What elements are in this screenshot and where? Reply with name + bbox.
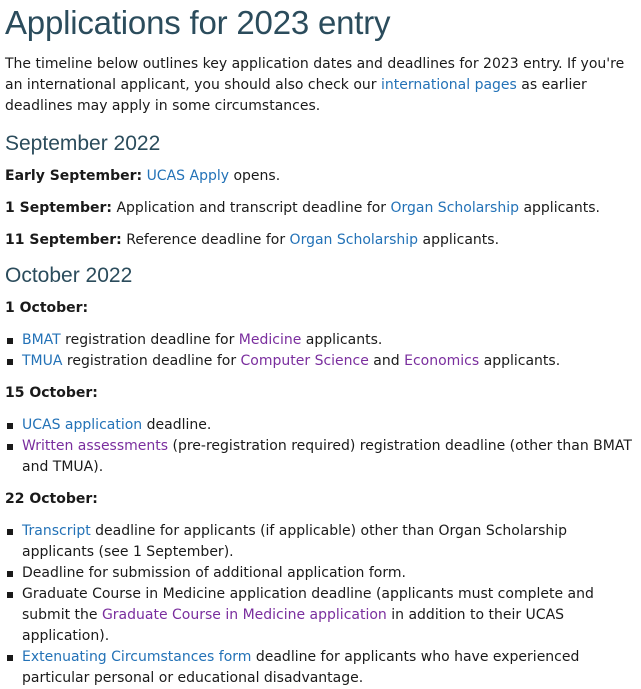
oct15-date: 15 October: [5,385,98,401]
tmua-link[interactable]: TMUA [22,353,63,369]
list-item-graduate-course [5,584,641,647]
eleventh-september-after: applicants. [418,232,500,248]
early-september-date: Early September: [5,168,143,184]
eleventh-september-before: Reference deadline for [121,232,290,248]
oct22-date: 22 October: [5,491,98,507]
graduate-course-after: in addition to their UCAS application). [22,607,565,644]
bmat-after: applicants. [301,332,383,348]
oct1-date: 1 October: [5,300,89,316]
first-september-before: Application and transcript deadline for [112,200,391,216]
graduate-course-application-link[interactable]: Graduate Course in Medicine application [101,607,387,623]
oct1-label [5,298,641,319]
list-item-tmua [5,351,641,372]
list-item-ucas-application [5,415,641,436]
oct1-list [5,330,641,372]
intro-text-2: as earlier deadlines may apply in some circumstances. [5,77,587,114]
transcript-after: deadline for applicants (if applicable) other than Organ Scholarship applicants (see 1 September). [22,523,568,560]
list-item-additional-form [5,563,641,584]
intro-text-1: The timeline below outlines key application dates and deadlines for 2023 entry. If you're an international applicant, you should also check our [5,56,625,93]
oct15-label [5,383,641,404]
first-september-after: applicants. [519,200,600,216]
additional-form-text: Deadline for submission of additional application form. [22,565,406,581]
bmat-mid: registration deadline for [60,332,239,348]
extenuating-circumstances-link[interactable]: Extenuating Circumstances form [22,649,252,665]
october-heading: October 2022 [5,264,133,287]
bmat-link[interactable]: BMAT [22,332,61,348]
oct15-list [5,415,641,478]
eleventh-september-date: 11 September: [5,232,122,248]
extenuating-after: deadline for applicants who have experienced particular personal or educational disadvantage. [22,649,580,686]
list-item-written-assessments [5,436,641,478]
ucas-application-after: deadline. [142,417,212,433]
tmua-after: applicants. [479,353,561,369]
first-september-item [5,198,641,219]
graduate-course-before: Graduate Course in Medicine application deadline (applicants must complete and submit the [22,586,594,623]
list-item-transcript [5,521,641,563]
page-content [0,3,641,689]
written-assessments-link[interactable]: Written assessments [22,438,169,454]
first-september-date: 1 September: [5,200,113,216]
early-september-after: opens. [229,168,281,184]
page-title: Applications for 2023 entry [5,4,391,41]
organ-scholarship-link[interactable]: Organ Scholarship [390,200,519,216]
early-september-item [5,166,641,187]
tmua-mid: registration deadline for [62,353,241,369]
medicine-link[interactable]: Medicine [238,332,302,348]
september-heading: September 2022 [5,132,161,155]
ucas-application-link[interactable]: UCAS application [22,417,143,433]
intro-paragraph [5,54,641,117]
transcript-link[interactable]: Transcript [22,523,91,539]
eleventh-september-item [5,230,641,251]
ucas-apply-link[interactable]: UCAS Apply [146,168,230,184]
organ-scholarship-link-2[interactable]: Organ Scholarship [289,232,419,248]
written-assessments-after: (pre-registration required) registration deadline (other than BMAT and TMUA). [22,438,632,475]
economics-link[interactable]: Economics [404,353,480,369]
oct22-list [5,521,641,689]
list-item-bmat [5,330,641,351]
international-pages-link[interactable]: international pages [381,77,517,93]
tmua-and: and [368,353,405,369]
oct22-label [5,489,641,510]
computer-science-link[interactable]: Computer Science [240,353,369,369]
list-item-extenuating [5,647,641,689]
